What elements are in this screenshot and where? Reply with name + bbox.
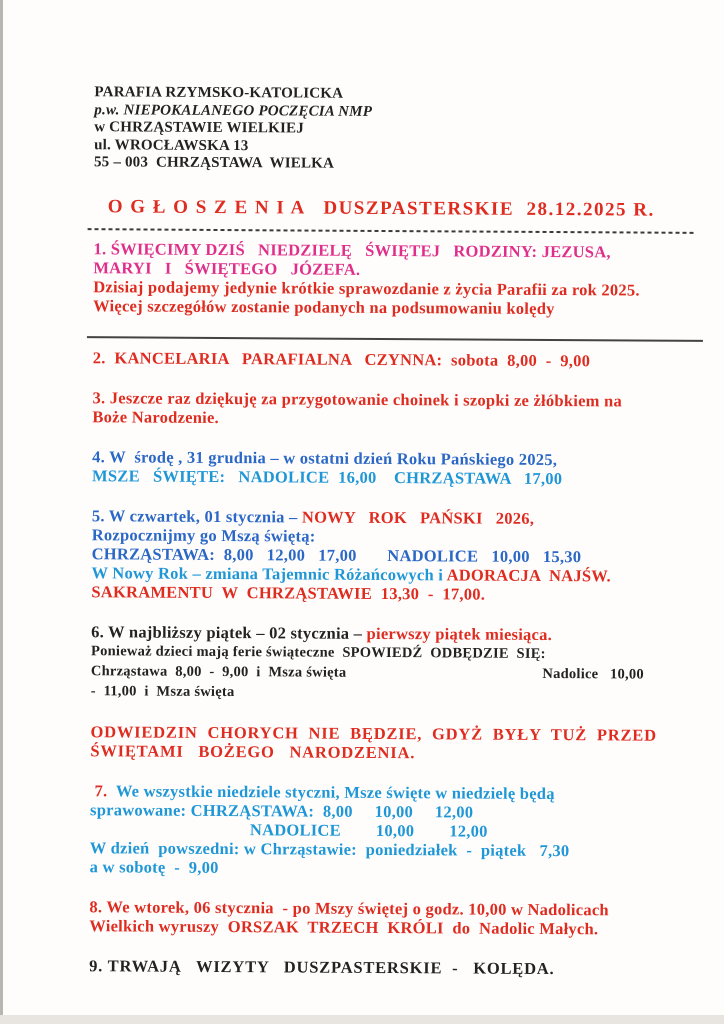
line-segments bbox=[90, 800, 473, 821]
line-segments bbox=[92, 525, 316, 545]
parish-patron: p.w. NIEPOKALANEGO POCZĘCIA NMP bbox=[94, 101, 373, 120]
text-segment: 7. bbox=[90, 780, 112, 800]
text-segment: MARYI I ŚWIĘTEGO JÓZEFA. bbox=[93, 257, 361, 279]
text-line bbox=[92, 466, 693, 489]
line-segments bbox=[89, 956, 554, 978]
text-segment: - 11,00 i Msza święta bbox=[90, 682, 235, 700]
line-segments bbox=[91, 661, 347, 683]
text-line bbox=[91, 681, 692, 705]
text-segment: CHRZĄSTAWA: 8,00 12,00 17,00 NADOLICE 10,00 15,30 bbox=[91, 543, 582, 566]
text-segment: 5. W czwartek, 01 stycznia – bbox=[91, 505, 303, 526]
announcement-5 bbox=[91, 506, 693, 605]
text-segment: Wielkich wyruszy ORSZAK TRZECH KRÓLI do Nadolic Małych. bbox=[89, 915, 599, 938]
text-segment: Dzisiaj podajemy jedynie krótkie sprawozdanie z życia Parafii za rok 2025. bbox=[93, 276, 640, 300]
text-segment: Ponieważ dzieci mają ferie świąteczne SPOWIEDŹ ODBĘDZIE SIĘ: bbox=[90, 642, 546, 662]
text-line bbox=[90, 800, 691, 823]
line-segments bbox=[93, 348, 590, 370]
text-segment: W dzień powszedni: w Chrząstawie: poniedziałek - piątek 7,30 bbox=[89, 837, 570, 860]
line-segments bbox=[91, 683, 235, 700]
text-line bbox=[91, 582, 692, 605]
line-segments bbox=[93, 258, 360, 279]
line-segments bbox=[92, 466, 562, 488]
text-segment: SAKRAMENTU W CHRZĄSTAWIE 13,30 - 17,00. bbox=[91, 581, 486, 604]
text-line bbox=[89, 916, 690, 939]
text-line bbox=[93, 348, 694, 371]
text-segment: 2. KANCELARIA PARAFIALNA CZYNNA: sobota 8,00 - 9,00 bbox=[92, 347, 591, 370]
text-segment: ADORACJA NAJŚW. bbox=[446, 564, 611, 585]
text-segment: Rozpocznijmy go Mszą świętą: bbox=[91, 524, 316, 546]
line-segments bbox=[90, 741, 415, 762]
text-segment: ODWIEDZIN CHORYCH NIE BĘDZIE, GDYŻ BYŁY TUŻ PRZED bbox=[90, 721, 657, 745]
line-segments bbox=[91, 582, 485, 603]
text-segment: We wszystkie niedziele styczni, Msze święte w niedzielę będą bbox=[111, 780, 555, 803]
announcement-4 bbox=[92, 447, 693, 489]
announcement-1 bbox=[93, 239, 694, 319]
text-segment: pierwszy piątek miesiąca. bbox=[366, 623, 553, 644]
text-segment: NOWY ROK PAŃSKI 2026, bbox=[301, 506, 535, 528]
text-segment: 6. W najbliższy piątek – 02 stycznia – bbox=[91, 621, 367, 643]
line-segments bbox=[93, 296, 555, 318]
separator-dashed bbox=[88, 228, 694, 235]
text-segment: ŚWIĘTAMI BOŻEGO NARODZENIA. bbox=[90, 740, 416, 762]
text-segment: a w sobotę - 9,00 bbox=[89, 856, 219, 877]
separator-solid bbox=[87, 336, 703, 342]
text-segment: Więcej szczegółów zostanie podanych na podsumowaniu kolędy bbox=[93, 295, 555, 318]
text-segment: 3. Jeszcze raz dziękuję za przygotowanie choinek i szopki ze żłóbkiem na bbox=[92, 387, 623, 410]
announcement-6 bbox=[91, 622, 692, 705]
line-segments bbox=[91, 643, 546, 662]
parish-postal: 55 – 003 CHRZĄSTAWA WIELKA bbox=[93, 154, 335, 172]
text-segment: 8. We wtorek, 06 stycznia - po Mszy świętej o godz. 10,00 w Nadolicach bbox=[89, 896, 609, 919]
page-title: O G Ł O S Z E N I A DUSZPASTERSKIE 28.12.2025 R. bbox=[107, 195, 655, 221]
line-segments bbox=[90, 857, 219, 877]
document-blocks bbox=[89, 228, 695, 979]
announcement-3 bbox=[92, 388, 693, 430]
announcement-7 bbox=[90, 781, 692, 880]
announcement-2 bbox=[93, 348, 694, 371]
text-segment: Boże Narodzenie. bbox=[92, 406, 220, 427]
text-segment: 4. W środę , 31 grudnia – w ostatni dzień Roku Pańskiego 2025, bbox=[92, 446, 558, 469]
parish-town: w CHRZĄSTAWIE WIELKIEJ bbox=[94, 119, 305, 137]
text-segment: Chrząstawa 8,00 - 9,00 i Msza święta bbox=[90, 662, 347, 681]
text-segment: MSZE ŚWIĘTE: NADOLICE 16,00 CHRZĄSTAWA 17,00 bbox=[92, 465, 563, 488]
parish-name: PARAFIA RZYMSKO-KATOLICKA bbox=[94, 84, 344, 102]
line-segments bbox=[89, 916, 598, 938]
text-segment: NADOLICE 10,00 12,00 bbox=[249, 819, 488, 841]
text-line bbox=[90, 741, 691, 764]
announcement-8 bbox=[89, 897, 690, 939]
line-segments bbox=[91, 622, 552, 644]
line-segments bbox=[250, 820, 488, 840]
text-line bbox=[92, 407, 693, 430]
text-line bbox=[90, 857, 691, 880]
text-line bbox=[89, 956, 690, 979]
text-segment-right: Nadolice 10,00 bbox=[542, 665, 644, 683]
text-line bbox=[93, 296, 694, 319]
announcement-9 bbox=[89, 956, 690, 979]
announcement-sick-visits bbox=[90, 722, 691, 764]
scan-bottom-edge bbox=[0, 1015, 724, 1024]
text-segment: W Nowy Rok – zmiana Tajemnic Różańcowych i bbox=[91, 562, 447, 584]
text-segment: sprawowane: CHRZĄSTAWA: 8,00 10,00 12,00 bbox=[89, 799, 474, 822]
parish-street: ul. WROCŁAWSKA 13 bbox=[94, 136, 249, 154]
line-segments bbox=[92, 407, 219, 427]
text-segment: 9. TRWAJĄ WIZYTY DUSZPASTERSKIE - KOLĘDA. bbox=[89, 955, 555, 978]
text-segment: 1. ŚWIĘCIMY DZIŚ NIEDZIELĘ ŚWIĘTEJ RODZINY: JEZUSA, bbox=[93, 238, 611, 261]
